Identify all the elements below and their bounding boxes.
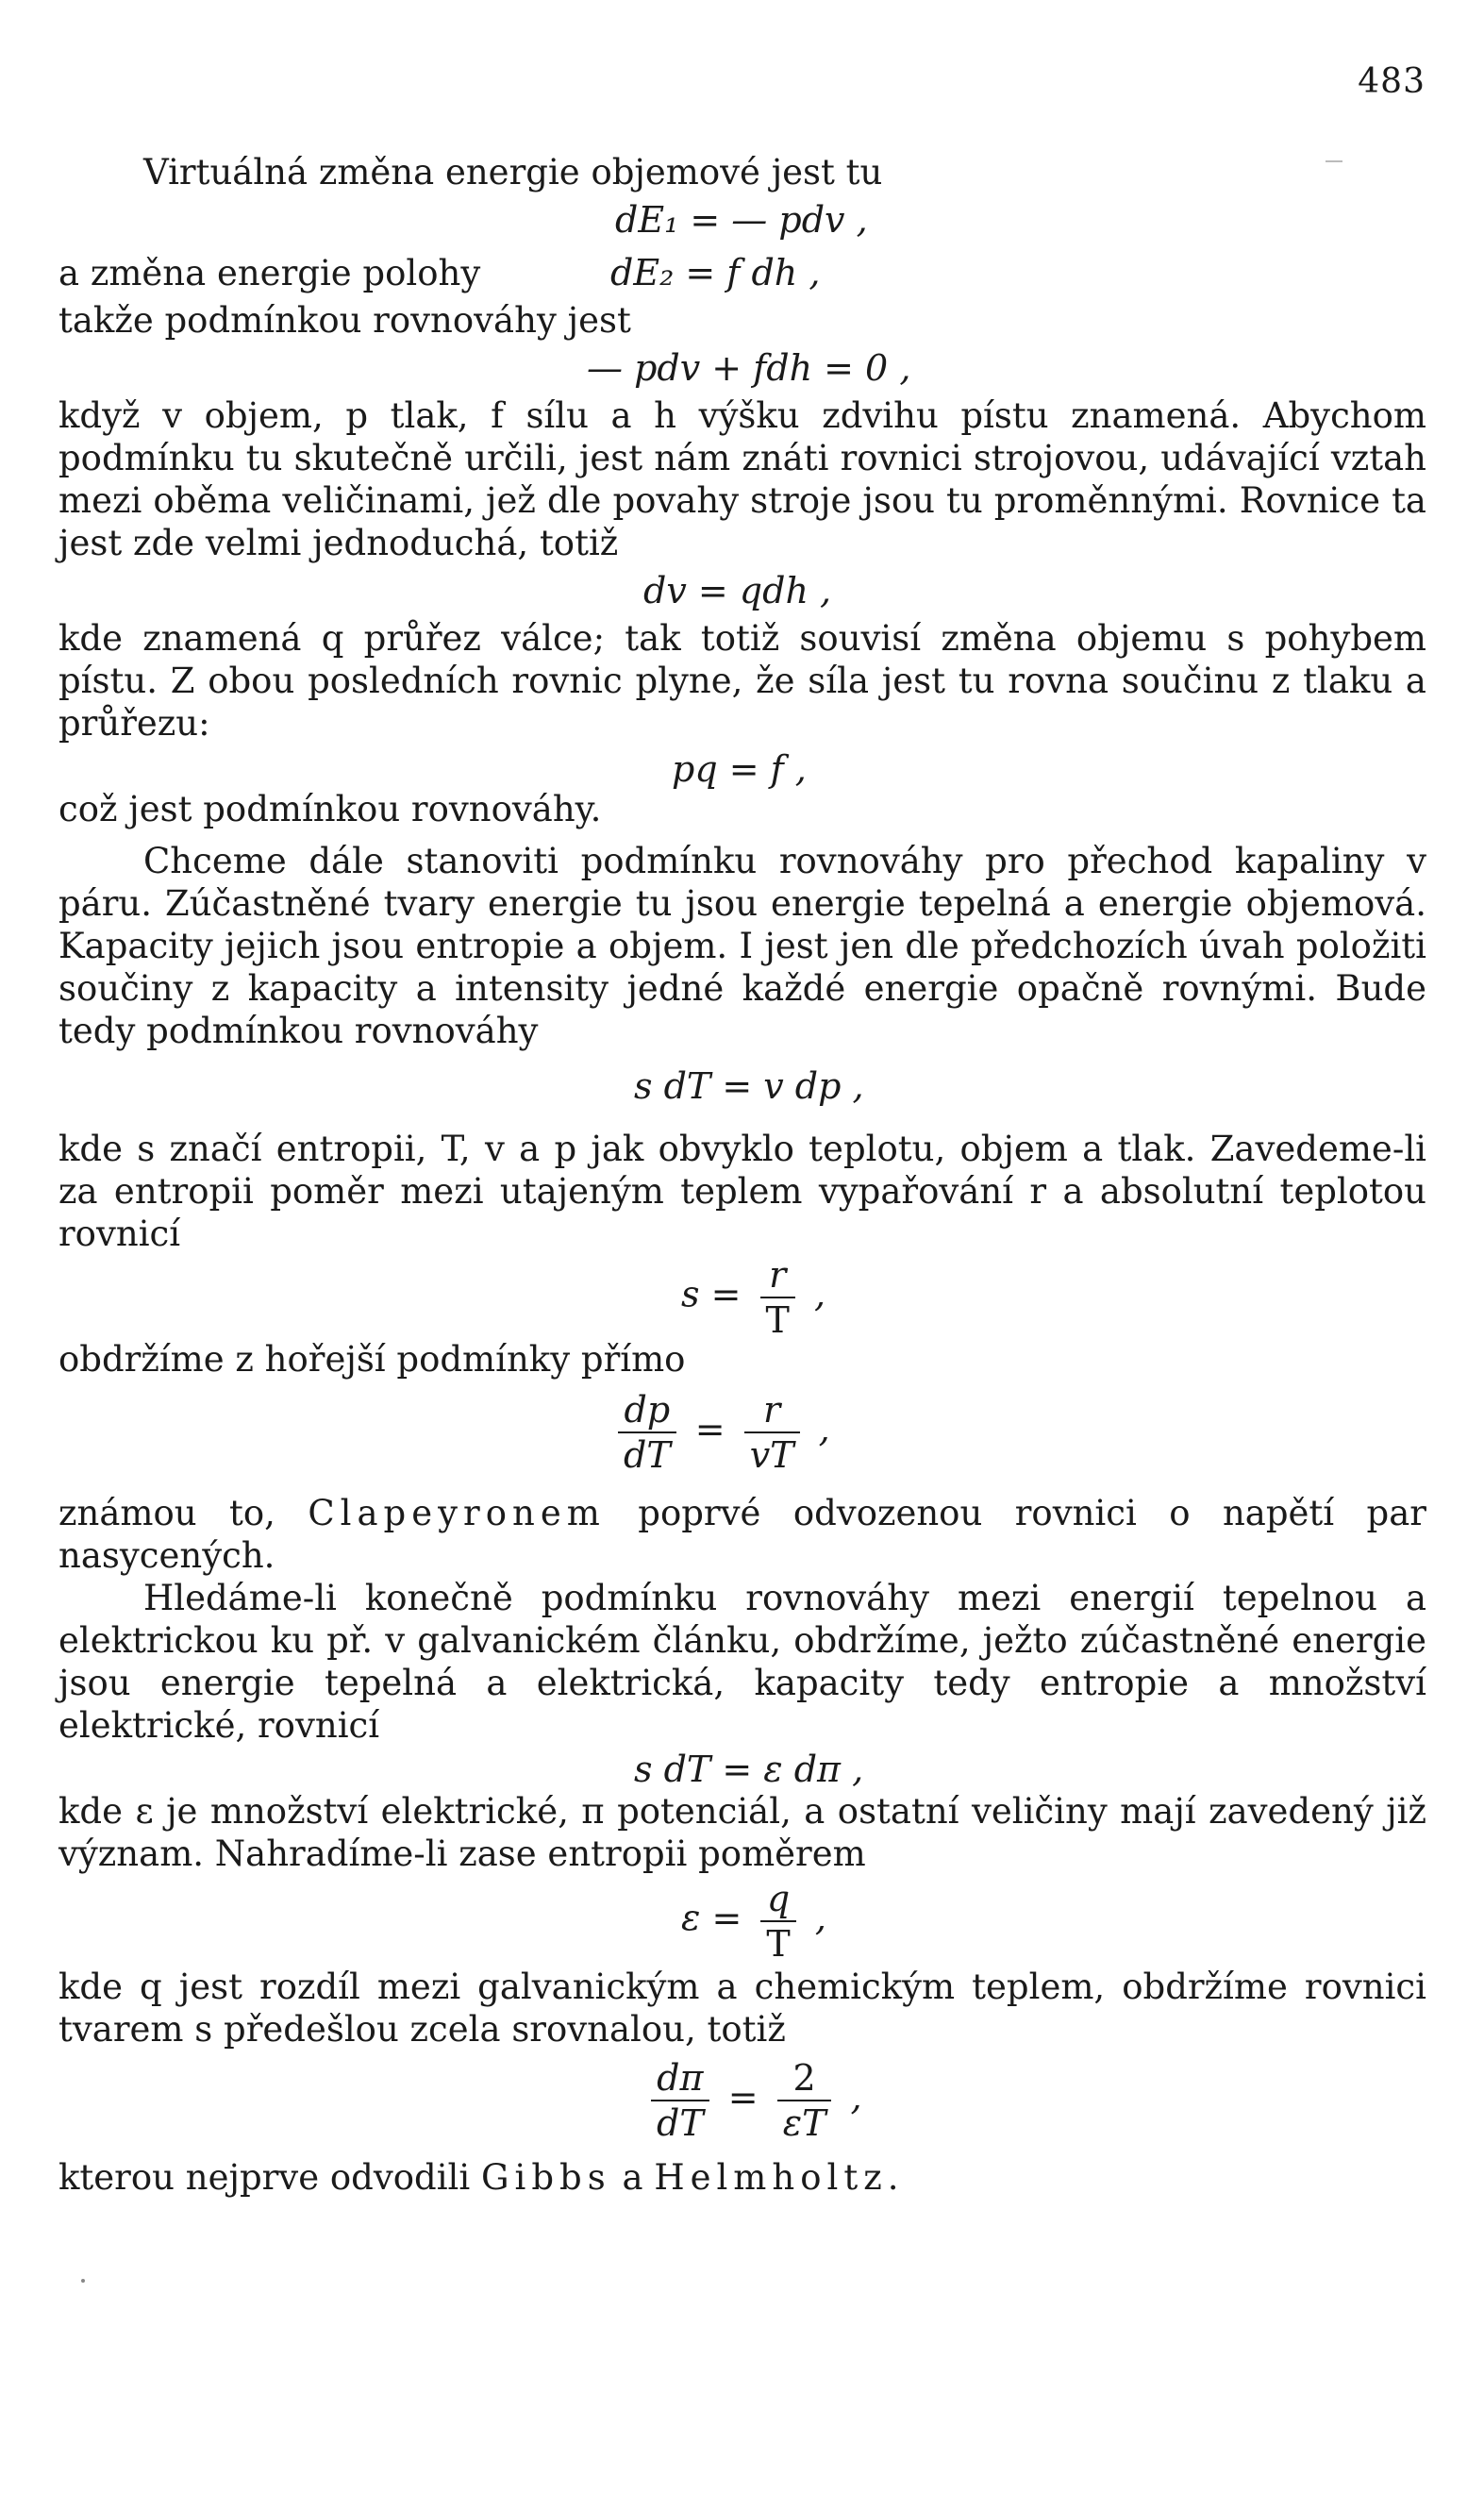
page-number: 483 [1358, 62, 1426, 101]
equation-10-block [58, 1875, 1426, 1966]
paragraph-5: kde znamená q průřez válce; tak totiž souvisí změna objemu s pohybem pístu. Z obou posledních rovnic plyne, že síla jest tu rovna součinu z tlaku a průřezu: [58, 618, 1426, 744]
equation-8-left-numerator: dp [624, 1389, 671, 1431]
equation-5: pq = f , [672, 748, 807, 790]
paragraph-12: kde ε je množství elektrické, π potenciál, a ostatní veličiny mají zavedený již význam. Nahradíme-li zase entropii poměrem [58, 1791, 1426, 1874]
paragraph-10-start: známou to, [58, 1493, 308, 1533]
equation-8-tail: , [818, 1408, 830, 1450]
name-clapeyron: Clapeyronem [308, 1493, 606, 1533]
equation-8-right-numerator: r [763, 1389, 781, 1431]
equation-8-left-denominator: dT [618, 1431, 676, 1475]
paragraph-8: kde s značí entropii, T, v a p jak obvyklo teplotu, objem a tlak. Zavedeme-li za entropii poměr mezi utajeným teplem vypařování r a absolutní teplotou rovnicí [58, 1129, 1426, 1254]
name-gibbs: Gibbs [480, 2157, 611, 2198]
equation-11-right-denominator: εT [777, 2100, 832, 2143]
paragraph-13: kde q jest rozdíl mezi galvanickým a chemickým teplem, obdržíme rovnici tvarem s předešlou zcela srovnalou, totiž [58, 1967, 1426, 2050]
equation-8-block [58, 1381, 1426, 1492]
equation-2-line [58, 246, 1426, 299]
equation-10 [681, 1879, 826, 1964]
equation-11-fraction-left [651, 2058, 709, 2143]
paragraph-10-end: poprvé odvozenou rovnici o napětí par nasycených. [58, 1493, 1426, 1576]
paragraph-1: Virtuálná změna energie objemové jest tu [143, 152, 883, 193]
equation-6-line [58, 1052, 1426, 1128]
equation-11-left-numerator: dπ [657, 2057, 704, 2099]
equation-10-tail: , [814, 1897, 826, 1939]
equation-1: dE₁ = — pdv , [615, 199, 868, 241]
equation-7-fraction [760, 1255, 795, 1340]
equation-10-fraction [760, 1879, 795, 1964]
equation-1-line [58, 193, 1426, 246]
paragraph-10 [58, 1492, 1426, 1577]
equation-7 [681, 1255, 825, 1340]
equation-8 [610, 1390, 830, 1475]
equation-11 [643, 2058, 862, 2143]
equation-7-lhs: s = [681, 1273, 742, 1315]
equation-5-line [58, 745, 1426, 788]
equation-11-equals: = [727, 2076, 759, 2118]
equation-4-line [58, 564, 1426, 617]
equation-3-line [58, 342, 1426, 394]
paragraph-14-mid: a [610, 2157, 655, 2198]
equation-11-tail: , [850, 2076, 862, 2118]
equation-11-block [58, 2051, 1426, 2156]
paragraph-14-end: . [887, 2157, 899, 2198]
equation-7-block [58, 1254, 1426, 1341]
equation-8-equals: = [694, 1408, 725, 1450]
paragraph-11: Hledáme-li konečně podmínku rovnováhy mezi energií tepelnou a elektrickou ku př. v galvanickém článku, obdržíme, ježto zúčastněné energie jsou energie tepelná a elektrická, kapacity tedy entropie a množství elektrické, rovnicí [58, 1578, 1426, 1746]
equation-11-right-numerator: 2 [792, 2057, 816, 2099]
equation-2: dE₂ = f dh , [610, 252, 821, 293]
equation-7-tail: , [813, 1273, 826, 1315]
equation-9-line [58, 1747, 1426, 1790]
paragraph-3: takže podmínkou rovnováhy jest [58, 300, 631, 341]
equation-3: — pdv + fdh = 0 , [587, 347, 911, 389]
equation-11-fraction-right [777, 2058, 832, 2143]
equation-10-denominator: T [760, 1920, 795, 1964]
equation-9: s dT = ε dπ , [634, 1749, 864, 1790]
equation-7-denominator: T [760, 1297, 795, 1340]
equation-7-numerator: r [769, 1254, 787, 1296]
equation-10-numerator: q [766, 1878, 791, 1919]
paragraph-2-label: a změna energie polohy [58, 253, 481, 293]
paragraph-14 [58, 2156, 1426, 2199]
equation-8-right-denominator: vT [744, 1431, 800, 1475]
paragraph-9: obdržíme z hořejší podmínky přímo [58, 1339, 686, 1380]
equation-8-fraction-right [744, 1390, 800, 1475]
paragraph-14-start: kterou nejprve odvodili [58, 2157, 481, 2198]
equation-6: s dT = v dp , [634, 1065, 864, 1107]
margin-dot [81, 2279, 85, 2283]
equation-10-lhs: ε = [681, 1897, 742, 1939]
paragraph-4: když v objem, p tlak, f sílu a h výšku zdvihu pístu znamená. Abychom podmínku tu skutečně určili, jest nám znáti rovnici strojovou, udávající vztah mezi oběma veličinami, jež dle povahy stroje jsou tu proměnnými. Rovnice ta jest zde velmi jednoduchá, totiž [58, 395, 1426, 563]
equation-11-left-denominator: dT [651, 2100, 709, 2143]
paragraph-6: což jest podmínkou rovnováhy. [58, 789, 602, 829]
equation-8-fraction-left [618, 1390, 676, 1475]
page-body [58, 151, 1426, 2199]
name-helmholtz: Helmholtz [654, 2157, 888, 2198]
paragraph-7: Chceme dále stanoviti podmínku rovnováhy pro přechod kapaliny v páru. Zúčastněné tvary energie tu jsou energie tepelná a energie objemová. Kapacity jejich jsou entropie a objem. I jest jen dle předchozích úvah položiti součiny z kapacity a intensity jedné každé energie opačně rovnými. Bude tedy podmínkou rovnováhy [58, 841, 1426, 1051]
equation-4: dv = qdh , [643, 570, 832, 611]
